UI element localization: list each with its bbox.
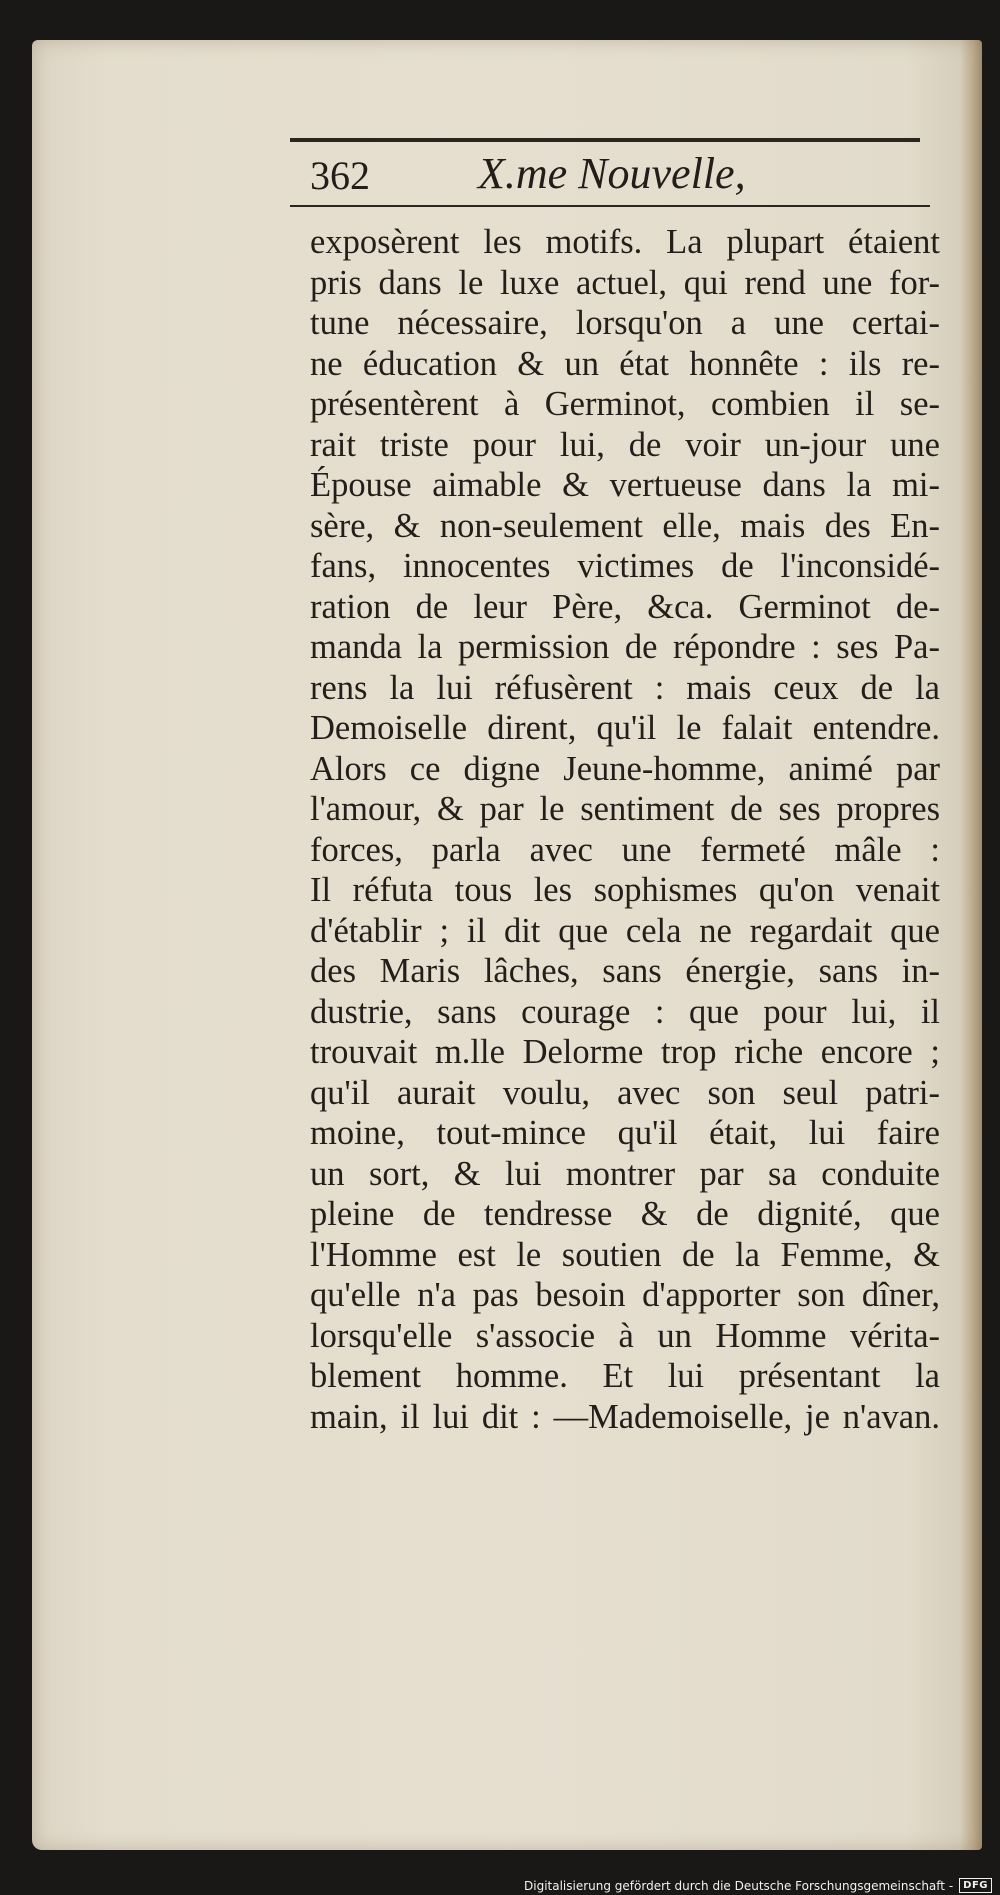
- text-line: des Maris lâches, sans énergie, sans in-: [310, 952, 940, 990]
- text-line: dustrie, sans courage : que pour lui, il: [310, 992, 940, 1031]
- text-line: main, il lui dit : —Mademoiselle, je n'avan.: [310, 1397, 940, 1436]
- text-line: pris dans le luxe actuel, qui rend une for-: [310, 263, 940, 302]
- text-line: ne éducation & un état honnête : ils re-: [310, 344, 940, 383]
- text-line: lorsqu'elle s'associe à un Homme vérita-: [310, 1316, 940, 1355]
- digitization-credit: [524, 1878, 992, 1893]
- dfg-logo: DFG: [959, 1878, 992, 1893]
- text-line: d'établir ; il dit que cela ne regardait que: [310, 911, 940, 950]
- page-header: [310, 148, 930, 208]
- text-line: ration de leur Père, &ca. Germinot de-: [310, 587, 940, 626]
- text-line: blement homme. Et lui présentant la: [310, 1357, 940, 1395]
- credit-text: Digitalisierung gefördert durch die Deutsche Forschungsgemeinschaft -: [524, 1878, 954, 1893]
- text-line: Alors ce digne Jeune-homme, animé par: [310, 749, 940, 788]
- text-line: trouvait m.lle Delorme trop riche encore ;: [310, 1033, 940, 1071]
- text-line: sère, & non-seulement elle, mais des En-: [310, 506, 940, 545]
- header-rule-bottom: [290, 205, 930, 207]
- text-line: Il réfuta tous les sophismes qu'on venait: [310, 871, 940, 909]
- text-line: l'amour, & par le sentiment de ses propres: [310, 790, 940, 828]
- text-line: qu'il aurait voulu, avec son seul patri-: [310, 1073, 940, 1112]
- text-line: rens la lui réfusèrent : mais ceux de la: [310, 668, 940, 707]
- header-rule-top: [290, 138, 920, 142]
- text-line: fans, innocentes victimes de l'inconsidé-: [310, 547, 940, 585]
- running-title: X.me Nouvelle,: [478, 149, 746, 198]
- text-line: manda la permission de répondre : ses Pa-: [310, 628, 940, 666]
- text-line: rait triste pour lui, de voir un-jour une: [310, 425, 940, 464]
- text-line: qu'elle n'a pas besoin d'apporter son dîner,: [310, 1276, 940, 1314]
- text-line: moine, tout-mince qu'il était, lui faire: [310, 1114, 940, 1152]
- body-text: [310, 222, 940, 1437]
- page-number: 362: [310, 153, 370, 198]
- text-line: exposèrent les motifs. La plupart étaient: [310, 223, 940, 261]
- text-line: pleine de tendresse & de dignité, que: [310, 1195, 940, 1233]
- text-line: Épouse aimable & vertueuse dans la mi-: [310, 466, 940, 504]
- text-line: forces, parla avec une fermeté mâle :: [310, 830, 940, 869]
- text-line: Demoiselle dirent, qu'il le falait entendre.: [310, 709, 940, 747]
- text-line: l'Homme est le soutien de la Femme, &: [310, 1235, 940, 1274]
- text-line: tune nécessaire, lorsqu'on a une certai-: [310, 304, 940, 342]
- page-edge-shadow: [960, 40, 982, 1850]
- text-line: un sort, & lui montrer par sa conduite: [310, 1154, 940, 1193]
- text-line: présentèrent à Germinot, combien il se-: [310, 385, 940, 423]
